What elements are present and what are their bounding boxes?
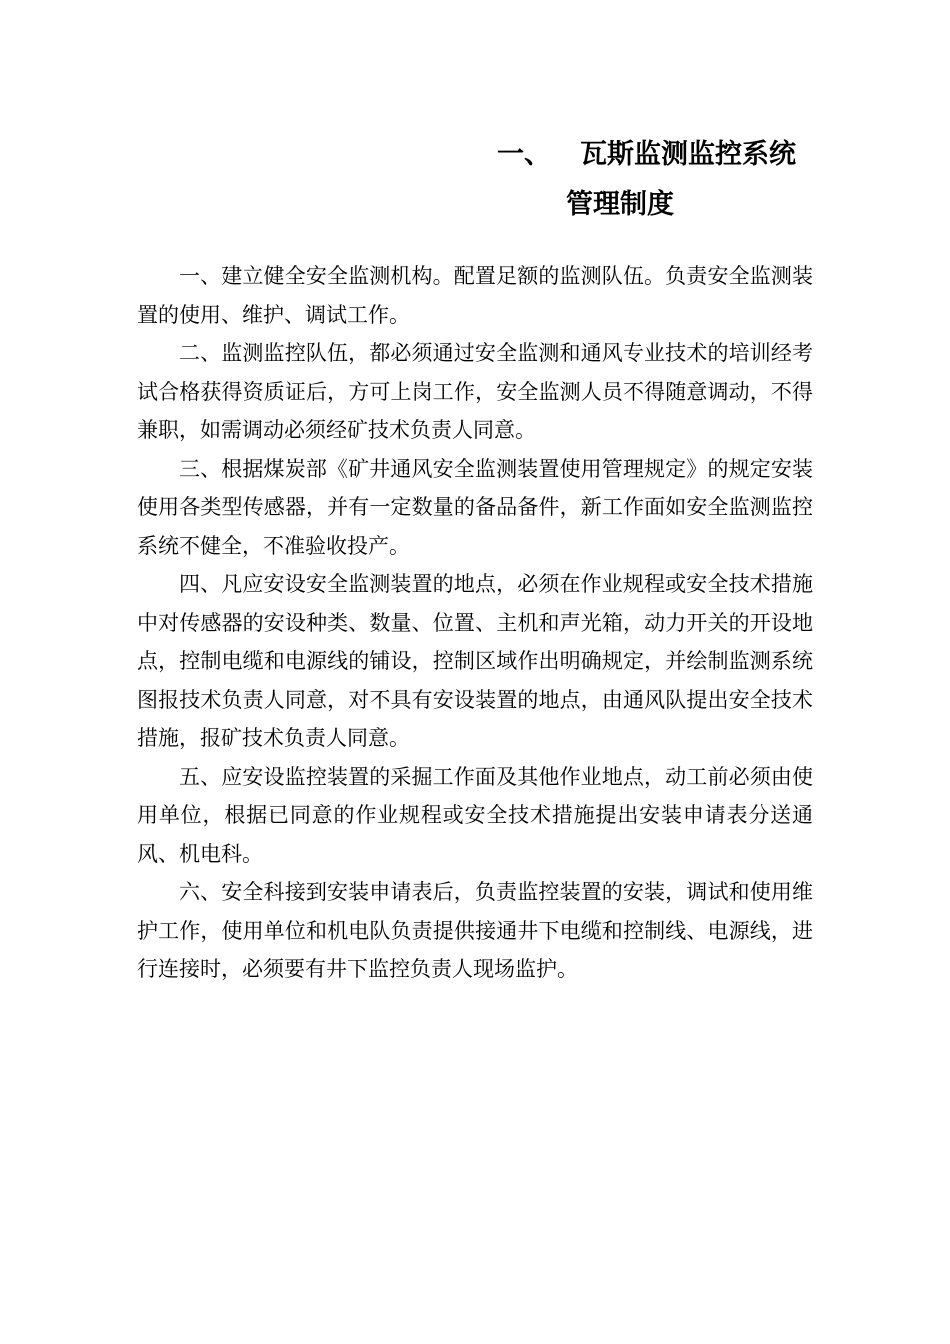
paragraph-3: 三、根据煤炭部《矿井通风安全监测装置使用管理规定》的规定安装使用各类型传感器，并有一定数量的备品备件，新工作面如安全监测监控系统不健全，不准验收投产。 bbox=[137, 456, 813, 558]
paragraph-2: 二、监测监控队伍，都必须通过安全监测和通风专业技术的培训经考试合格获得资质证后，方可上岗工作，安全监测人员不得随意调动，不得兼职，如需调动必须经矿技术负责人同意。 bbox=[137, 341, 813, 442]
paragraph-1: 一、建立健全安全监测机构。配置足额的监测队伍。负责安全监测装置的使用、维护、调试工作。 bbox=[137, 264, 813, 327]
heading-title-line1: 瓦斯监测监控系统 bbox=[580, 139, 796, 170]
paragraph-4: 四、凡应安设安全监测装置的地点，必须在作业规程或安全技术措施中对传感器的安设种类、数量、位置、主机和声光箱，动力开关的开设地点，控制电缆和电源线的铺设，控制区域作出明确规定，并绘制监测系统图报技术负责人同意，对不具有安设装置的地点，由通风队提出安全技术措施，报矿技术负责人同意。 bbox=[137, 572, 813, 750]
body-text bbox=[137, 257, 813, 989]
heading-number: 一、 bbox=[497, 139, 551, 170]
heading-title-line2: 管理制度 bbox=[566, 189, 674, 220]
paragraph-5: 五、应安设监控装置的采掘工作面及其他作业地点，动工前必须由使用单位，根据已同意的作业规程或安全技术措施提出安装申请表分送通风、机电科。 bbox=[137, 764, 813, 866]
paragraph-6: 六、安全科接到安装申请表后，负责监控装置的安装，调试和使用维护工作，使用单位和机电队负责提供接通井下电缆和控制线、电源线，进行连接时，必须要有井下监控负责人现场监护。 bbox=[137, 880, 813, 981]
